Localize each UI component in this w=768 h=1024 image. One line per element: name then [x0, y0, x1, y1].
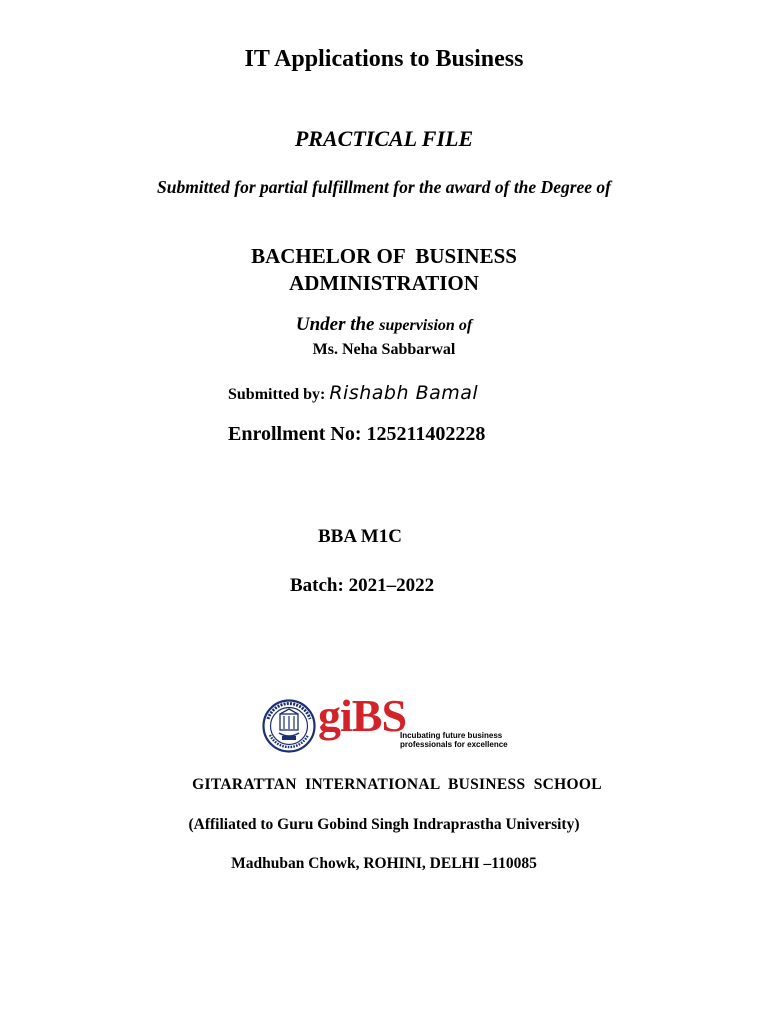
gibs-tagline-line-2: professionals for excellence — [400, 740, 508, 749]
student-name: Rishabh Bamal — [329, 382, 479, 404]
school-address: Madhuban Chowk, ROHINI, DELHI –110085 — [231, 855, 537, 872]
batch-year: Batch: 2021–2022 — [290, 575, 435, 596]
supervision-prefix-small: supervision of — [379, 317, 473, 334]
degree-line-2: ADMINISTRATION — [289, 271, 479, 295]
supervision-prefix: Under the — [295, 314, 380, 335]
submitted-by-row — [228, 384, 478, 403]
submission-note: Submitted for partial fulfillment for the award of the Degree of — [156, 177, 612, 197]
document-title: IT Applications to Business — [244, 46, 524, 72]
supervision-label — [0, 315, 768, 334]
program-section: BBA M1C — [318, 526, 402, 547]
school-seal-icon — [262, 699, 316, 753]
file-type-heading: PRACTICAL FILE — [294, 126, 474, 151]
degree-line-1: BACHELOR OF BUSINESS — [251, 244, 517, 268]
gibs-tagline — [400, 731, 508, 749]
supervisor-name: Ms. Neha Sabbarwal — [312, 341, 456, 358]
school-affiliation: (Affiliated to Guru Gobind Singh Indraprastha University) — [188, 816, 580, 833]
gibs-logo — [262, 690, 508, 753]
submitted-by-label: Submitted by: — [228, 386, 330, 403]
enrollment-number: Enrollment No: 125211402228 — [228, 423, 486, 445]
school-name: GITARATTAN INTERNATIONAL BUSINESS SCHOOL — [192, 776, 602, 793]
gibs-wordmark: giBS — [318, 690, 407, 741]
gibs-tagline-line-1: Incubating future business — [400, 731, 503, 740]
